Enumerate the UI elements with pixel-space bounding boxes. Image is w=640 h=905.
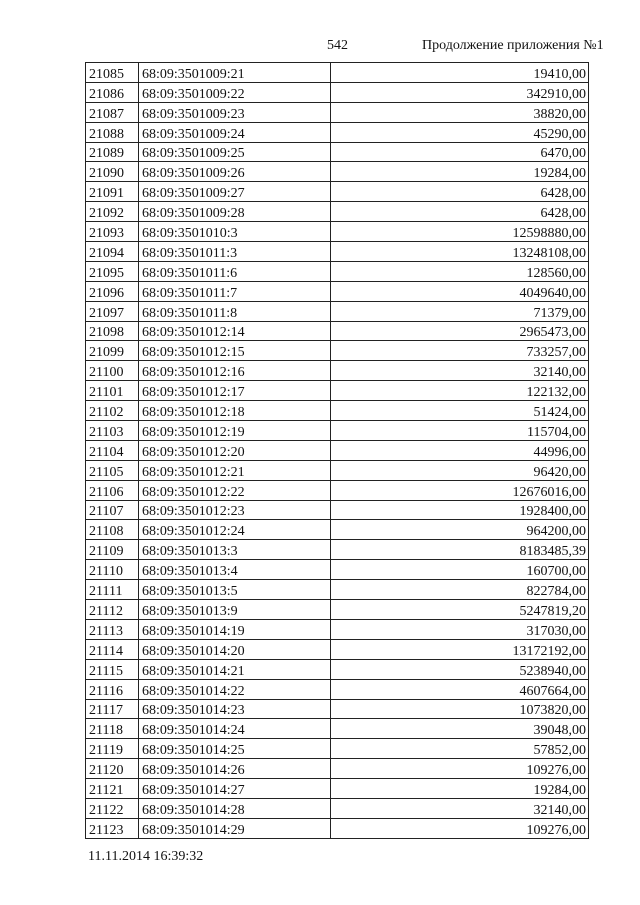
table-row [86,679,589,699]
cadastral-number-cell: 68:09:3501009:24 [139,122,331,142]
value-cell: 39048,00 [331,719,589,739]
row-number-cell: 21113 [86,619,139,639]
value-cell: 128560,00 [331,261,589,281]
row-number-cell: 21089 [86,142,139,162]
table-row [86,759,589,779]
row-number-cell: 21123 [86,818,139,838]
row-number-cell: 21109 [86,540,139,560]
value-cell: 5238940,00 [331,659,589,679]
cadastral-number-cell: 68:09:3501012:14 [139,321,331,341]
table-body [86,63,589,839]
cadastral-table-container [85,62,589,839]
table-row [86,540,589,560]
cadastral-number-cell: 68:09:3501009:26 [139,162,331,182]
table-row [86,122,589,142]
row-number-cell: 21115 [86,659,139,679]
value-cell: 160700,00 [331,560,589,580]
value-cell: 71379,00 [331,301,589,321]
value-cell: 96420,00 [331,460,589,480]
cadastral-number-cell: 68:09:3501011:3 [139,242,331,262]
row-number-cell: 21099 [86,341,139,361]
value-cell: 4607664,00 [331,679,589,699]
cadastral-number-cell: 68:09:3501014:25 [139,739,331,759]
row-number-cell: 21116 [86,679,139,699]
cadastral-number-cell: 68:09:3501013:9 [139,600,331,620]
table-row [86,381,589,401]
cadastral-number-cell: 68:09:3501009:27 [139,182,331,202]
table-row [86,440,589,460]
cadastral-number-cell: 68:09:3501012:16 [139,361,331,381]
value-cell: 342910,00 [331,82,589,102]
value-cell: 19284,00 [331,162,589,182]
table-row [86,719,589,739]
continuation-heading: Продолжение приложения №1 [422,38,604,53]
cadastral-number-cell: 68:09:3501011:8 [139,301,331,321]
cadastral-number-cell: 68:09:3501012:23 [139,500,331,520]
cadastral-number-cell: 68:09:3501011:7 [139,281,331,301]
table-row [86,63,589,83]
cadastral-number-cell: 68:09:3501012:15 [139,341,331,361]
value-cell: 57852,00 [331,739,589,759]
cadastral-number-cell: 68:09:3501012:21 [139,460,331,480]
row-number-cell: 21101 [86,381,139,401]
row-number-cell: 21091 [86,182,139,202]
cadastral-table [85,62,589,839]
value-cell: 19284,00 [331,779,589,799]
value-cell: 6428,00 [331,202,589,222]
row-number-cell: 21085 [86,63,139,83]
value-cell: 13248108,00 [331,242,589,262]
table-row [86,261,589,281]
value-cell: 6428,00 [331,182,589,202]
value-cell: 2965473,00 [331,321,589,341]
row-number-cell: 21098 [86,321,139,341]
value-cell: 32140,00 [331,361,589,381]
cadastral-number-cell: 68:09:3501013:4 [139,560,331,580]
print-timestamp: 11.11.2014 16:39:32 [88,849,204,864]
row-number-cell: 21114 [86,639,139,659]
value-cell: 1928400,00 [331,500,589,520]
cadastral-number-cell: 68:09:3501009:28 [139,202,331,222]
value-cell: 6470,00 [331,142,589,162]
value-cell: 38820,00 [331,102,589,122]
cadastral-number-cell: 68:09:3501014:20 [139,639,331,659]
cadastral-number-cell: 68:09:3501014:21 [139,659,331,679]
value-cell: 45290,00 [331,122,589,142]
row-number-cell: 21122 [86,798,139,818]
value-cell: 5247819,20 [331,600,589,620]
value-cell: 12598880,00 [331,222,589,242]
value-cell: 13172192,00 [331,639,589,659]
table-row [86,301,589,321]
table-row [86,142,589,162]
page-number: 542 [327,38,348,53]
cadastral-number-cell: 68:09:3501014:26 [139,759,331,779]
row-number-cell: 21097 [86,301,139,321]
cadastral-number-cell: 68:09:3501012:24 [139,520,331,540]
table-row [86,480,589,500]
cadastral-number-cell: 68:09:3501014:23 [139,699,331,719]
value-cell: 12676016,00 [331,480,589,500]
table-row [86,639,589,659]
row-number-cell: 21106 [86,480,139,500]
cadastral-number-cell: 68:09:3501009:22 [139,82,331,102]
value-cell: 317030,00 [331,619,589,639]
row-number-cell: 21112 [86,600,139,620]
table-row [86,500,589,520]
value-cell: 4049640,00 [331,281,589,301]
table-row [86,520,589,540]
table-row [86,102,589,122]
table-row [86,82,589,102]
row-number-cell: 21105 [86,460,139,480]
cadastral-number-cell: 68:09:3501014:28 [139,798,331,818]
row-number-cell: 21092 [86,202,139,222]
row-number-cell: 21111 [86,580,139,600]
table-row [86,222,589,242]
cadastral-number-cell: 68:09:3501014:22 [139,679,331,699]
value-cell: 8183485,39 [331,540,589,560]
table-row [86,619,589,639]
cadastral-number-cell: 68:09:3501013:5 [139,580,331,600]
cadastral-number-cell: 68:09:3501012:19 [139,421,331,441]
row-number-cell: 21090 [86,162,139,182]
row-number-cell: 21086 [86,82,139,102]
cadastral-number-cell: 68:09:3501012:20 [139,440,331,460]
cadastral-number-cell: 68:09:3501012:17 [139,381,331,401]
row-number-cell: 21088 [86,122,139,142]
row-number-cell: 21110 [86,560,139,580]
row-number-cell: 21093 [86,222,139,242]
cadastral-number-cell: 68:09:3501013:3 [139,540,331,560]
row-number-cell: 21087 [86,102,139,122]
row-number-cell: 21121 [86,779,139,799]
value-cell: 822784,00 [331,580,589,600]
table-row [86,460,589,480]
value-cell: 44996,00 [331,440,589,460]
table-row [86,659,589,679]
row-number-cell: 21103 [86,421,139,441]
table-row [86,202,589,222]
row-number-cell: 21095 [86,261,139,281]
row-number-cell: 21118 [86,719,139,739]
row-number-cell: 21117 [86,699,139,719]
value-cell: 19410,00 [331,63,589,83]
cadastral-number-cell: 68:09:3501014:27 [139,779,331,799]
value-cell: 733257,00 [331,341,589,361]
table-row [86,162,589,182]
table-row [86,182,589,202]
table-row [86,421,589,441]
cadastral-number-cell: 68:09:3501009:25 [139,142,331,162]
table-row [86,818,589,838]
row-number-cell: 21100 [86,361,139,381]
table-row [86,779,589,799]
row-number-cell: 21119 [86,739,139,759]
cadastral-number-cell: 68:09:3501009:21 [139,63,331,83]
cadastral-number-cell: 68:09:3501010:3 [139,222,331,242]
table-row [86,560,589,580]
row-number-cell: 21104 [86,440,139,460]
table-row [86,281,589,301]
value-cell: 51424,00 [331,401,589,421]
row-number-cell: 21107 [86,500,139,520]
cadastral-number-cell: 68:09:3501014:19 [139,619,331,639]
cadastral-number-cell: 68:09:3501012:18 [139,401,331,421]
table-row [86,242,589,262]
table-row [86,600,589,620]
value-cell: 1073820,00 [331,699,589,719]
table-row [86,341,589,361]
cadastral-number-cell: 68:09:3501011:6 [139,261,331,281]
row-number-cell: 21094 [86,242,139,262]
table-row [86,798,589,818]
value-cell: 109276,00 [331,818,589,838]
cadastral-number-cell: 68:09:3501014:24 [139,719,331,739]
table-row [86,321,589,341]
cadastral-number-cell: 68:09:3501009:23 [139,102,331,122]
table-row [86,699,589,719]
row-number-cell: 21108 [86,520,139,540]
value-cell: 115704,00 [331,421,589,441]
cadastral-number-cell: 68:09:3501012:22 [139,480,331,500]
row-number-cell: 21102 [86,401,139,421]
table-row [86,401,589,421]
value-cell: 32140,00 [331,798,589,818]
value-cell: 109276,00 [331,759,589,779]
value-cell: 122132,00 [331,381,589,401]
row-number-cell: 21120 [86,759,139,779]
table-row [86,361,589,381]
table-row [86,739,589,759]
value-cell: 964200,00 [331,520,589,540]
row-number-cell: 21096 [86,281,139,301]
table-row [86,580,589,600]
cadastral-number-cell: 68:09:3501014:29 [139,818,331,838]
